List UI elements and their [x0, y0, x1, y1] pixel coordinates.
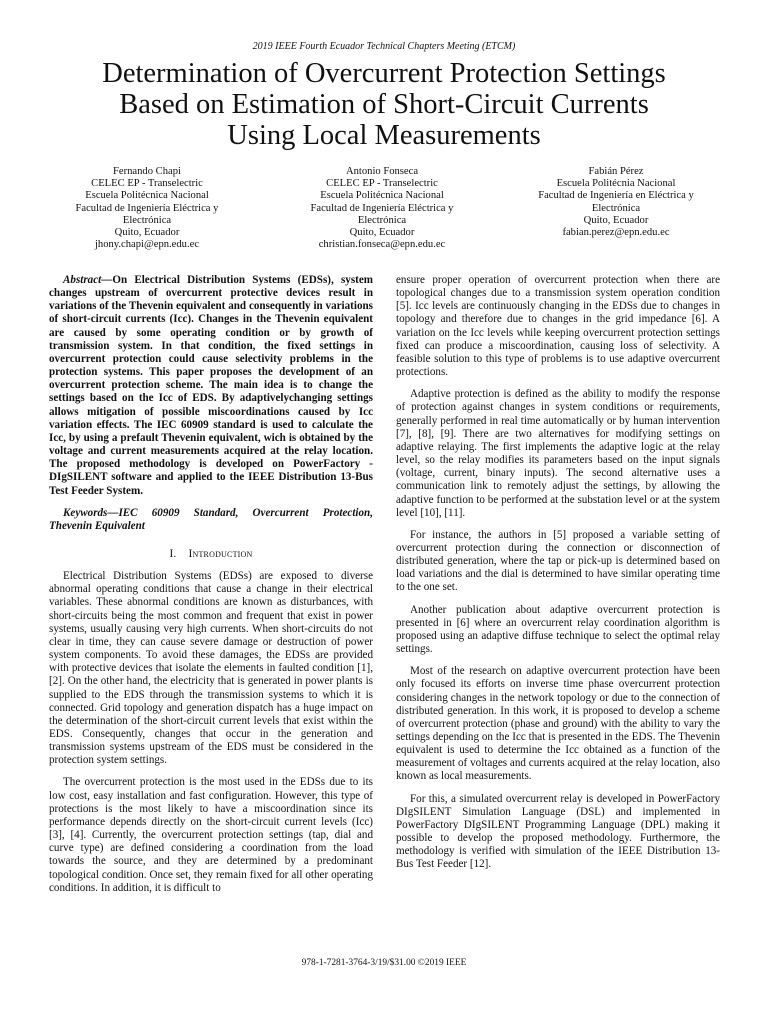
abstract-text: On Electrical Distribution Systems (EDSs), system changes upstream of overcurrent protective devices result in variations of the Thevenin equivalent and consequently in variations of short-circuit currents (Icc). Changes in the Thevenin equivalent are caused by some operating condition or by growth of transmission system. In that condition, the fixed settings in overcurrent protection could cause selectivity problems in the protection systems. This paper proposes the development of an overcurrent protection scheme. The main idea is to change the settings based on the Icc of EDS. By adaptivelychanging settings allows mitigation of possible miscoordinations caused by Icc variation effects. The IEC 60909 standard is used to calculate the Icc, by using a prefault Thevenin equivalent, wich is obtained by the voltage and current measurements acquired at the relay location. The proposed methodology is developed on PowerFactory - DIgSILENT software and applied to the IEEE Distribution 13-Bus Test Feeder System.	[49, 274, 373, 497]
author-2	[287, 166, 477, 251]
author-affiliation: Facultad de Ingeniería Eléctrica y	[310, 202, 454, 214]
section-heading-introduction	[49, 547, 373, 561]
conference-header: 2019 IEEE Fourth Ecuador Technical Chapters Meeting (ETCM)	[252, 41, 516, 52]
author-name: Fabián Pérez	[588, 166, 644, 177]
body-paragraph: For instance, the authors in [5] proposed a variable setting of overcurrent protection during the connection or disconnection of distributed generation, where the tap or pick-up is determined based on load variations and the dial is determined to have similar operating time to the one set.	[396, 528, 720, 594]
body-paragraph: ensure proper operation of overcurrent protection when there are topological changes due to a transmission system operation condition [5]. Icc levels are continuously changing in the EDSs due to changes in topology and therefore due to changes in the grid impedance [6]. A variation on the Icc levels while keeping overcurrent protection settings fixed can produce a miscoordination, causing loss of selectivity. A feasible solution to this type of problems is to use adaptive overcurrent protections.	[396, 274, 720, 379]
author-email: jhony.chapi@epn.edu.ec	[94, 239, 200, 251]
author-affiliation: Escuela Politécnia Nacional	[556, 178, 676, 190]
author-affiliation: Escuela Politécnica Nacional	[85, 190, 209, 202]
author-location: Quito, Ecuador	[583, 214, 649, 226]
body-paragraph: Electrical Distribution Systems (EDSs) are exposed to diverse abnormal operating conditions that cause a change in their electrical variables. These abnormal conditions are known as disturbances, with short-circuits being the most common and frequent that exist in power systems, usually causing very high currents. When short-circuits do not clear in time, they can cause severe damage or destruction of power system components. To avoid these damages, the EDSs are provided with protective devices that isolate the elements in faulted condition [1], [2]. On the other hand, the electricity that is generated in power plants is supplied to the EDS through the transmission systems to which it is connected. Grid topology and generation dispatch has a huge impact on the determination of the short-circuit current levels that exist within the EDS. Consequently, changes that occur in the generation and transmission systems upstream of the EDS must be considered in the protection system settings.	[49, 570, 373, 767]
author-affiliation: CELEC EP - Transelectric	[91, 178, 203, 190]
body-paragraph: The overcurrent protection is the most used in the EDSs due to its low cost, easy installation and fast configuration. However, this type of protections is the most likely to have a miscoordination since its performance depends directly on the short-circuit current levels (Icc) [3], [4]. Currently, the overcurrent protection settings (tap, dial and curve type) are defined considering a coordination from the load towards the source, and they are determined by a predominant topological condition. Once set, they remain fixed for all other operating conditions. In addition, it is difficult to	[49, 776, 373, 894]
body-paragraph: Most of the research on adaptive overcurrent protection have been only focused its efforts on inverse time phase overcurrent protection considering changes in the network topology or due to the connection of distributed generation. In this work, it is proposed to develop a scheme of overcurrent protection (phase and ground) with the ability to vary the settings depending on the Icc that is presented in the EDS. The Thevenin equivalent is used to determine the Icc obtained as a function of the measurement of voltages and currents acquired at the relay location, also known as local measurements.	[396, 665, 720, 783]
author-affiliation: Electrónica	[122, 214, 172, 226]
section-number: I.	[169, 547, 177, 560]
author-email: christian.fonseca@epn.edu.ec	[318, 239, 446, 251]
author-block	[0, 166, 768, 261]
keywords: Keywords—IEC 60909 Standard, Overcurrent Protection, Thevenin Equivalent	[49, 506, 373, 532]
author-affiliation: Escuela Politécnica Nacional	[320, 190, 444, 202]
author-affiliation: Electrónica	[591, 202, 641, 214]
author-affiliation: Facultad de Ingeniería en Eléctrica y	[538, 190, 694, 202]
abstract-lead: Abstract—	[63, 274, 113, 286]
author-name: Antonio Fonseca	[345, 166, 419, 177]
author-email: fabian.perez@epn.edu.ec	[562, 227, 670, 239]
copyright-footer: 978-1-7281-3764-3/19/$31.00 ©2019 IEEE	[301, 958, 467, 968]
author-3	[521, 166, 711, 239]
abstract	[49, 274, 373, 498]
title-line: Based on Estimation of Short-Circuit Currents	[119, 89, 649, 120]
author-affiliation: CELEC EP - Transelectric	[326, 178, 438, 190]
paper-title	[40, 58, 728, 151]
author-affiliation: Facultad de Ingeniería Eléctrica y	[75, 202, 219, 214]
left-column	[49, 274, 373, 904]
body-paragraph: Another publication about adaptive overcurrent protection is presented in [6] where an overcurrent relay coordination algorithm is proposed using an adaptive diffuse technique to select the optimal relay settings.	[396, 603, 720, 656]
right-column	[396, 274, 720, 881]
author-location: Quito, Ecuador	[349, 227, 415, 239]
body-paragraph: Adaptive protection is defined as the ability to modify the response of protection against changes in system conditions or requirements, generally performed in real time automatically or by human intervention [7], [8], [9]. There are two alternatives for modifying settings on adaptive relaying. The first implements the adaptive logic at the relay level, so the relay modifies its parameters based on the input signals (voltage, current, binary inputs). The second alternative uses a communication link to remotely adjust the settings, by allowing the adaptive function to be performed at the substation level or at the system level [10], [11].	[396, 388, 720, 519]
section-title: Introduction	[188, 546, 253, 560]
title-line: Determination of Overcurrent Protection Settings	[102, 58, 666, 89]
author-affiliation: Electrónica	[357, 214, 407, 226]
body-paragraph: For this, a simulated overcurrent relay is developed in PowerFactory DIgSILENT Simulation Language (DSL) and implemented in PowerFactory DIgSILENT Programming Language (DPL) making it possible to develop the proposed methodology. Furthermore, the methodology is verified with simulation of the IEEE Distribution 13-Bus Test Feeder [12].	[396, 792, 720, 871]
title-line: Using Local Measurements	[227, 120, 541, 151]
author-name: Fernando Chapi	[113, 166, 181, 177]
author-location: Quito, Ecuador	[114, 227, 180, 239]
author-1	[52, 166, 242, 251]
